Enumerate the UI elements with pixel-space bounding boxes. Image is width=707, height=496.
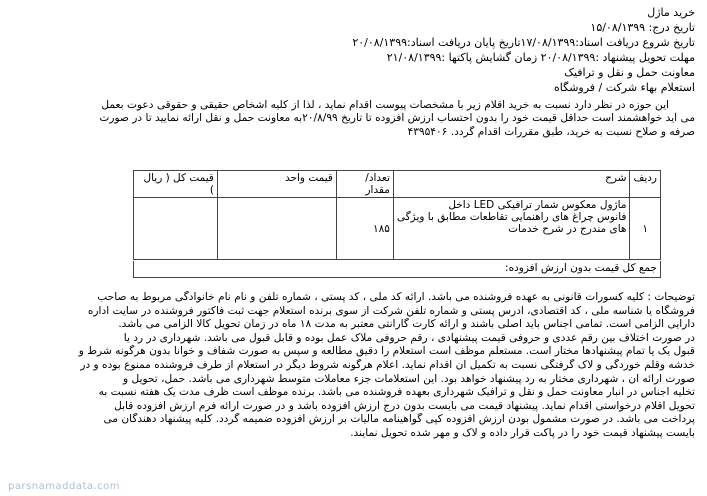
notes-line: قبول یک یا تمام پیشنهادها مختار است. مستعلم موظف است استعلام را دقیق مطالعه و سپس به صورت شفاف و خوانا بدون هرگونه شرط و (78, 345, 695, 358)
col-row: ردیف (630, 171, 661, 198)
intro-paragraph (11, 99, 695, 139)
intro-line: صرفه و صلاح نسبت به خرید، طبق مقررات اقدام گردد. ۴۳۹۵۴۰۶ (407, 125, 695, 138)
notes-line: در صورت اختلاف بین رقم عددی و حروفی قیمت پیشنهادی ، رقم حروفی ملاک عمل بوده و قابل قبول می باشد. شهرداری در رد یا (123, 331, 695, 344)
intro-line: این حوزه در نظر دارد نسبت به خرید اقلام زیر با مشخصات پیوست اقدام نماید ، لذا از کلیه اشخاص حقیقی و حقوقی دعوت بعمل (101, 99, 669, 111)
table-row (134, 198, 661, 260)
total-row (133, 261, 661, 278)
col-desc: شرح (393, 171, 630, 198)
notes-line: تحویل اقلام درخواستی اقدام نماید. پیشنهاد قیمت می بایست بدون درج ارزش افزوده باشد و در صورت ارائه فرم ارزش افزوده قابل (114, 399, 695, 412)
notes-line: صورت ارائه آن ، شهرداری مختار به رد پیشنهاد خواهد بود. این استعلامات جزء معاملات متوسط شهرداری می باشد. حمل، تحویل و (122, 372, 695, 385)
department: معاونت حمل و نقل و ترافیک (564, 66, 695, 79)
col-total-price: قیمت کل ( ریال ) (134, 171, 218, 198)
notes-line: توضیحات : کلیه کسورات قانونی به عهده فروشنده می باشد. ارائه کد ملی ، کد پستی ، شماره تلفن و نام نام خانوادگی مربوط به صاحب (97, 291, 695, 303)
desc-line: فانوس چراغ های راهنمایی تقاطعات مطابق با ویژگی (396, 211, 627, 223)
table-header-row (134, 171, 661, 198)
notes-line: پرداخت می باشد. در صورت مشمول بودن ارزش افزوده کپی گواهینامه مالیات بر ارزش افزوده ضمیمه گردد. کلیه پیشنهاد دهندگان می (103, 413, 695, 426)
items-table (133, 170, 661, 260)
insert-date: تاریخ درج: ۱۵/۰۸/۱۳۹۹ (590, 21, 695, 34)
desc-line: های مندرج در شرح خدمات (508, 223, 627, 235)
col-unit-price: قیمت واحد (217, 171, 336, 198)
cell-unit-price (217, 198, 336, 260)
inquiry-heading: استعلام بهاء شرکت / فروشگاه (554, 81, 695, 94)
col-qty: تعداد/ مقدار (336, 171, 393, 198)
notes-line: فروشگاه یا شناسه ملی ، کد اقتصادی، آدرس پستی و شماره تلفن شرکت از سوی برنده استعلام جهت ثبت فاکتور فروشنده در سایت اداره (87, 304, 695, 317)
notes-line: دارایی الزامی است. تمامی اجناس باید اصلی باشند و ارائه کارت گارانتی معتبر به مدت ۱۸ ماه در زمان تحویل کالا الزامی می باشد. (118, 318, 695, 331)
notes-section (11, 291, 695, 441)
cell-total-price (134, 198, 218, 260)
notes-line: خدشه وقلم خوردگی و لاک گرفتگی نسبت به تکمیل آن اقدام نماید. اعلام هرگونه شروط دیگر در استعلام از طرف فروشنده ممنوع بوده و در (80, 358, 695, 371)
intro-line: می آید خواهشمند است حداقل قیمت خود را بدون احتساب ارزش افزوده تا تاریخ ۲۰/۸/۹۹به معاونت حمل و نقل ارائه نمایید تا در صورت (99, 112, 695, 125)
cell-desc (393, 198, 630, 260)
doc-title: خرید ماژل (647, 6, 695, 19)
cell-qty: ۱۸۵ (336, 198, 393, 260)
desc-line: ماژول معکوس شمار ترافیکی LED داخل (448, 199, 627, 211)
total-label: جمع کل قیمت بدون ارزش افزوده: (505, 262, 657, 274)
cell-row: ۱ (630, 198, 661, 260)
notes-line: بایست پیشنهاد قیمت خود را در پاکت قرار داده و لاک و مهر شده تحویل نمایند. (350, 426, 695, 439)
watermark: parsnamaddata.com (8, 481, 121, 492)
notes-line: تخلیه اجناس در انبار معاونت حمل و نقل و ترافیک شهرداری بعهده فروشنده می باشد. برنده موظف است ظرف مدت یک هفته نسبت به (98, 386, 695, 399)
deadline-dates: مهلت تحویل پیشنهاد :۲۰/۰۸/۱۳۹۹ زمان گشایش پاکتها :۲۱/۰۸/۱۳۹۹ (386, 51, 695, 64)
document-dates: تاریخ شروع دریافت اسناد:۱۷/۰۸/۱۳۹۹تاریخ پایان دریافت اسناد:۲۰/۰۸/۱۳۹۹ (352, 36, 695, 49)
